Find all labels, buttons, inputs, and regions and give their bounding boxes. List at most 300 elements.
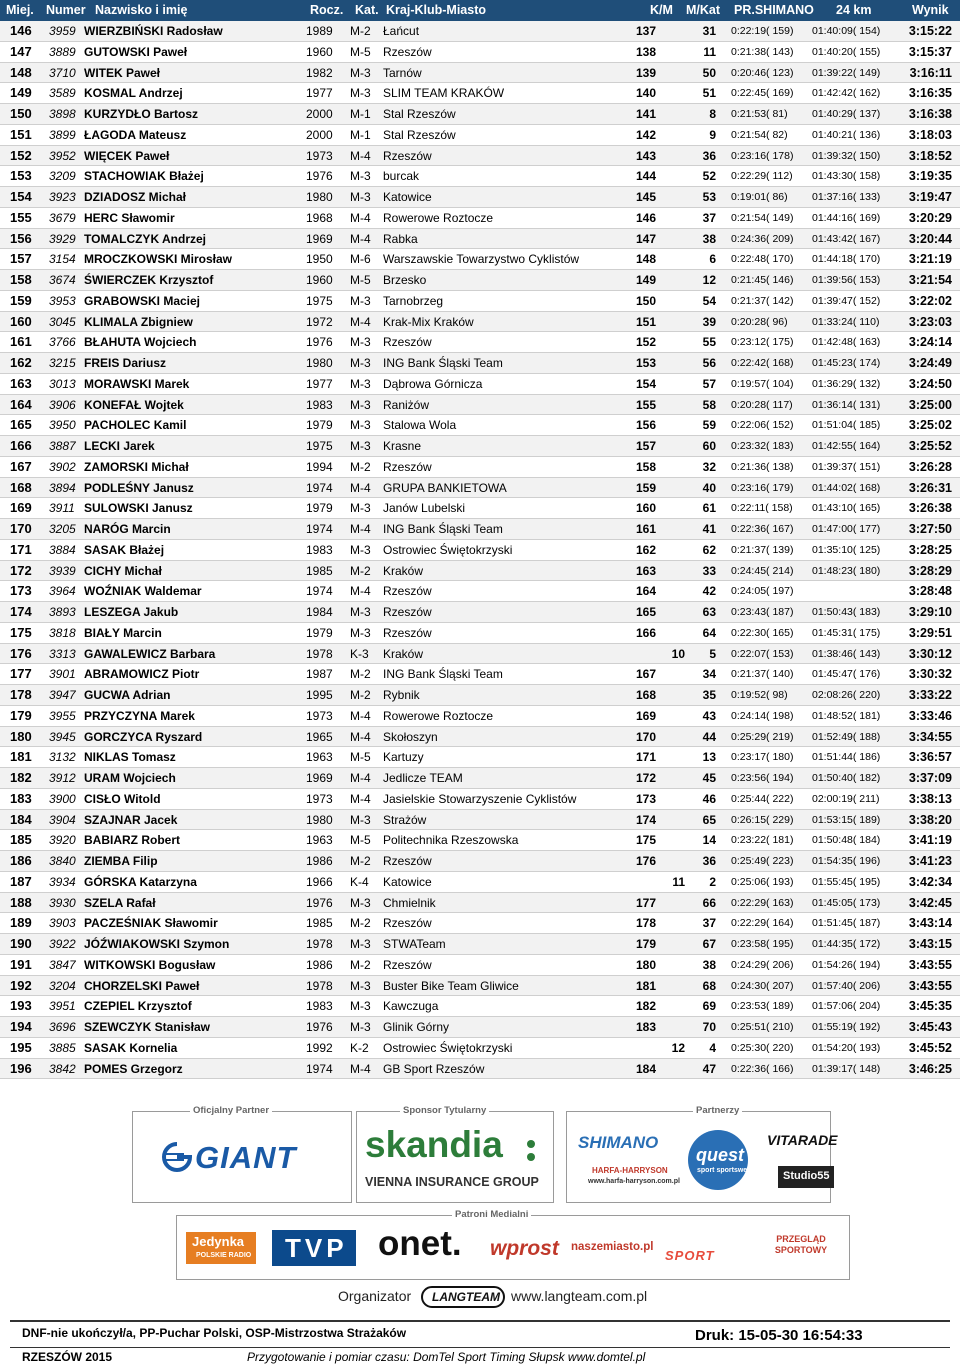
club-city-cell: Rzeszów: [383, 148, 432, 163]
organizer-label: Organizator: [338, 1288, 412, 1304]
table-row: [0, 727, 960, 748]
club-city-cell: Rowerowe Roztocze: [383, 708, 494, 723]
gender-place-cell: 151: [636, 314, 657, 329]
bib-number-cell: 3923: [49, 190, 76, 204]
rank-cell: 192: [10, 977, 32, 993]
bib-number-cell: 3903: [49, 916, 76, 931]
bib-number-cell: 3679: [49, 210, 76, 225]
shimano-split-cell: 0:25:30( 220): [731, 1041, 794, 1054]
split-24km-cell: 01:45:23( 174): [812, 357, 881, 369]
rank-cell: 189: [10, 915, 32, 931]
birth-year-cell: 1975: [306, 439, 333, 453]
col-numer: Numer: [46, 3, 86, 17]
athlete-name-cell: CICHY Michał: [84, 563, 162, 578]
athlete-name-cell: LECKI Jarek: [84, 439, 155, 453]
category-place-cell: 58: [702, 397, 716, 412]
rank-cell: 167: [10, 458, 32, 474]
club-city-cell: Chmielnik: [383, 895, 436, 910]
bib-number-cell: 3840: [49, 854, 76, 868]
split-24km-cell: 01:36:14( 131): [812, 398, 881, 411]
langteam-url: www.langteam.com.pl: [511, 1288, 648, 1304]
bib-number-cell: 3947: [49, 688, 76, 702]
table-row: [0, 602, 960, 623]
col-kat: Kat.: [355, 3, 379, 17]
category-place-cell: 64: [702, 625, 716, 640]
col-24km: 24 km: [836, 3, 872, 17]
table-row: [0, 581, 960, 602]
result-time-cell: 3:36:57: [908, 750, 952, 765]
result-time-cell: 3:37:09: [908, 771, 952, 785]
rank-cell: 169: [10, 500, 32, 516]
bib-number-cell: 3906: [49, 397, 76, 412]
split-24km-cell: 01:43:42( 167): [812, 232, 881, 245]
birth-year-cell: 1978: [306, 978, 333, 993]
club-city-cell: Rzeszów: [383, 625, 432, 640]
result-time-cell: 3:43:15: [908, 937, 952, 951]
shimano-split-cell: 0:23:32( 183): [731, 440, 794, 452]
split-24km-cell: 01:45:47( 176): [812, 668, 881, 681]
result-time-cell: 3:41:23: [908, 854, 952, 868]
shimano-split-cell: 0:26:15( 229): [731, 813, 794, 826]
result-time-cell: 3:43:14: [908, 916, 952, 931]
gender-place-cell: 159: [636, 480, 657, 495]
club-city-cell: Stal Rzeszów: [383, 107, 456, 121]
table-row: [0, 561, 960, 582]
category-place-cell: 37: [702, 210, 716, 225]
shimano-split-cell: 0:25:49( 223): [731, 855, 794, 867]
table-row: [0, 768, 960, 789]
table-row: [0, 291, 960, 312]
gender-place-cell: 174: [636, 812, 657, 827]
club-city-cell: ING Bank Śląski Team: [383, 356, 503, 370]
result-time-cell: 3:33:46: [908, 708, 952, 723]
birth-year-cell: 1989: [306, 24, 333, 38]
category-place-cell: 66: [702, 895, 716, 910]
rank-cell: 150: [10, 106, 32, 121]
category-place-cell: 9: [709, 127, 716, 142]
bib-number-cell: 3313: [49, 646, 76, 661]
shimano-split-cell: 0:24:05( 197): [731, 585, 794, 598]
club-city-cell: Glinik Górny: [383, 1020, 450, 1034]
gender-place-cell: 184: [636, 1061, 657, 1076]
shimano-split-cell: 0:24:14( 198): [731, 709, 794, 722]
bib-number-cell: 3955: [49, 708, 76, 723]
table-row: [0, 1059, 960, 1080]
birth-year-cell: 1969: [306, 771, 333, 785]
category-cell: M-3: [350, 1020, 371, 1034]
rank-cell: 160: [10, 313, 32, 329]
bib-number-cell: 3154: [49, 252, 76, 267]
category-cell: M-2: [350, 957, 371, 972]
shimano-split-cell: 0:22:36( 166): [731, 1062, 794, 1075]
birth-year-cell: 1992: [306, 1040, 333, 1055]
result-time-cell: 3:24:50: [908, 376, 952, 391]
bib-number-cell: 3900: [49, 791, 76, 806]
bib-number-cell: 3766: [49, 335, 76, 350]
gender-place-cell: 146: [636, 210, 657, 225]
category-place-cell: 39: [702, 314, 716, 329]
table-row: [0, 830, 960, 851]
category-cell: M-4: [350, 729, 371, 744]
athlete-name-cell: LESZEGA Jakub: [84, 605, 179, 619]
bib-number-cell: 3889: [49, 44, 76, 59]
table-row: [0, 996, 960, 1017]
club-city-cell: Politechnika Rzeszowska: [383, 833, 519, 848]
split-24km-cell: 01:42:48( 163): [812, 336, 881, 349]
gender-place-cell: 161: [636, 522, 657, 536]
category-place-cell: 11: [703, 44, 716, 59]
athlete-name-cell: GRABOWSKI Maciej: [84, 293, 201, 308]
footer-place: RZESZÓW 2015: [22, 1350, 113, 1364]
result-time-cell: 3:16:38: [908, 107, 952, 121]
birth-year-cell: 1977: [306, 376, 333, 391]
category-cell: M-3: [350, 999, 371, 1014]
club-city-cell: Brzesko: [383, 273, 427, 287]
category-cell: M-4: [350, 480, 371, 495]
rank-cell: 177: [10, 666, 32, 682]
category-cell: M-3: [350, 169, 371, 184]
split-24km-cell: 01:36:29( 132): [812, 377, 881, 390]
split-24km-cell: 01:57:40( 206): [812, 979, 881, 992]
club-city-cell: Tarnów: [383, 65, 422, 80]
result-time-cell: 3:19:47: [908, 190, 952, 204]
table-row: [0, 312, 960, 333]
bib-number-cell: 3902: [49, 459, 76, 474]
giant-logo: GIANT: [195, 1140, 297, 1175]
category-place-cell: 70: [702, 1020, 716, 1034]
birth-year-cell: 1963: [306, 750, 333, 765]
split-24km-cell: 01:54:26( 194): [812, 958, 881, 971]
bib-number-cell: 3696: [49, 1020, 76, 1034]
athlete-name-cell: CZEPIEL Krzysztof: [84, 999, 192, 1014]
birth-year-cell: 1986: [306, 957, 333, 972]
result-time-cell: 3:25:00: [908, 397, 952, 412]
split-24km-cell: 01:42:42( 162): [812, 87, 881, 100]
split-24km-cell: 01:39:22( 149): [812, 66, 881, 79]
category-place-cell: 36: [702, 148, 716, 163]
shimano-split-cell: 0:21:37( 140): [731, 668, 794, 681]
club-city-cell: Ostrowiec Świętokrzyski: [383, 1040, 513, 1055]
sport-logo: SPORT: [665, 1248, 715, 1263]
shimano-split-cell: 0:24:29( 206): [731, 958, 794, 971]
birth-year-cell: 1960: [306, 273, 333, 287]
rank-cell: 176: [10, 645, 32, 661]
gender-place-cell: 180: [636, 957, 657, 972]
rank-cell: 179: [10, 707, 32, 723]
category-place-cell: 13: [702, 750, 716, 765]
category-cell: M-3: [350, 65, 371, 80]
rank-cell: 166: [10, 438, 32, 453]
shimano-split-cell: 0:25:06( 193): [731, 875, 794, 888]
athlete-name-cell: BIAŁY Marcin: [84, 625, 162, 640]
birth-year-cell: 1968: [306, 210, 333, 225]
birth-year-cell: 1978: [306, 937, 333, 951]
table-row: [0, 270, 960, 291]
split-24km-cell: 01:55:19( 192): [812, 1021, 881, 1033]
table-row: [0, 146, 960, 167]
club-city-cell: Tarnobrzeg: [383, 293, 444, 308]
skandia-subtitle: VIENNA INSURANCE GROUP: [365, 1175, 539, 1189]
birth-year-cell: 1963: [306, 833, 333, 848]
club-city-cell: Buster Bike Team Gliwice: [383, 978, 519, 993]
athlete-name-cell: CHORZELSKI Paweł: [84, 978, 200, 993]
athlete-name-cell: SASAK Błażej: [84, 542, 165, 557]
gender-place-cell: 181: [636, 978, 657, 993]
split-24km-cell: 01:48:52( 181): [812, 709, 881, 722]
table-row: [0, 374, 960, 395]
split-24km-cell: 01:51:45( 187): [812, 917, 881, 930]
bib-number-cell: 3132: [49, 750, 76, 765]
gender-place-cell: 176: [636, 854, 657, 868]
bib-number-cell: 3934: [49, 874, 76, 889]
shimano-split-cell: 0:22:29( 164): [731, 917, 794, 930]
result-time-cell: 3:18:52: [908, 148, 952, 163]
gender-place-cell: 175: [636, 833, 657, 848]
athlete-name-cell: ZAMORSKI Michał: [84, 459, 189, 474]
rank-cell: 154: [10, 189, 32, 204]
shimano-split-cell: 0:24:36( 209): [731, 232, 794, 245]
rank-cell: 151: [10, 126, 32, 142]
gender-place-cell: 141: [636, 107, 657, 121]
table-row: [0, 1017, 960, 1038]
club-city-cell: GB Sport Rzeszów: [383, 1061, 485, 1076]
rank-cell: 170: [10, 521, 32, 536]
club-city-cell: Jedlicze TEAM: [383, 771, 463, 785]
skandia-dot2-icon: [527, 1153, 535, 1161]
category-place-cell: 69: [702, 999, 716, 1014]
result-time-cell: 3:15:22: [908, 24, 952, 38]
shimano-split-cell: 0:24:30( 207): [731, 979, 794, 992]
club-city-cell: Kraków: [383, 646, 424, 661]
athlete-name-cell: SZEWCZYK Stanisław: [84, 1020, 211, 1034]
birth-year-cell: 1976: [306, 169, 333, 184]
category-place-cell: 50: [702, 65, 716, 80]
footer-legend: DNF-nie ukończył/a, PP-Puchar Polski, OSP-Mistrzostwa Strażaków: [22, 1326, 407, 1340]
shimano-split-cell: 0:22:07( 153): [731, 647, 794, 660]
birth-year-cell: 1980: [306, 812, 333, 827]
bib-number-cell: 3901: [49, 667, 76, 682]
athlete-name-cell: SZAJNAR Jacek: [84, 812, 178, 827]
birth-year-cell: 1983: [306, 397, 333, 412]
footer-divider-top: [10, 1320, 950, 1322]
result-time-cell: 3:42:45: [908, 895, 952, 910]
result-time-cell: 3:34:55: [908, 729, 952, 744]
bib-number-cell: 3920: [49, 833, 76, 848]
table-row: [0, 125, 960, 146]
category-place-cell: 42: [702, 584, 716, 599]
gender-place-cell: 150: [636, 293, 657, 308]
birth-year-cell: 1980: [306, 190, 333, 204]
result-time-cell: 3:30:32: [908, 667, 952, 682]
shimano-split-cell: 0:22:30( 165): [731, 626, 794, 639]
bib-number-cell: 3589: [49, 86, 76, 101]
result-time-cell: 3:28:29: [908, 563, 952, 578]
bib-number-cell: 3929: [49, 231, 76, 246]
club-city-cell: Rzeszów: [383, 957, 432, 972]
athlete-name-cell: DZIADOSZ Michał: [84, 190, 187, 204]
club-city-cell: burcak: [383, 169, 420, 184]
athlete-name-cell: KONEFAŁ Wojtek: [84, 397, 184, 412]
rank-cell: 153: [10, 168, 32, 184]
onet-logo: onet.: [378, 1224, 462, 1263]
category-cell: M-5: [350, 273, 371, 287]
split-24km-cell: 01:52:49( 188): [812, 730, 881, 743]
langteam-logo: LANGTEAM: [432, 1290, 500, 1304]
result-time-cell: 3:26:38: [908, 501, 952, 516]
athlete-name-cell: WIERZBIŃSKI Radosław: [84, 24, 223, 38]
bib-number-cell: 3953: [49, 293, 76, 308]
split-24km-cell: 01:57:06( 204): [812, 1000, 881, 1013]
category-cell: M-2: [350, 916, 371, 931]
table-row: [0, 166, 960, 187]
category-cell: M-1: [350, 127, 371, 142]
birth-year-cell: 1979: [306, 501, 333, 516]
results-table-body: [0, 21, 960, 1079]
table-row: [0, 208, 960, 229]
shimano-split-cell: 0:25:44( 222): [731, 792, 794, 805]
gender-place-cell: 137: [636, 24, 657, 38]
table-row: [0, 457, 960, 478]
bib-number-cell: 3939: [49, 563, 76, 578]
bib-number-cell: 3945: [49, 729, 76, 744]
athlete-name-cell: ŚWIERCZEK Krzysztof: [84, 273, 214, 287]
split-24km-cell: 01:39:17( 148): [812, 1062, 881, 1075]
club-city-cell: Stal Rzeszów: [383, 127, 456, 142]
shimano-split-cell: 0:22:48( 170): [731, 253, 794, 266]
table-row: [0, 872, 960, 893]
gender-place-cell: 165: [636, 605, 657, 619]
result-time-cell: 3:29:51: [908, 625, 952, 640]
gender-place-cell: 139: [636, 65, 657, 80]
split-24km-cell: 01:44:18( 170): [812, 253, 881, 266]
col-wynik: Wynik: [912, 3, 949, 17]
rank-cell: 195: [10, 1039, 32, 1055]
category-place-cell: 4: [709, 1040, 716, 1055]
category-cell: M-3: [350, 397, 371, 412]
bib-number-cell: 3818: [49, 625, 76, 640]
rank-cell: 172: [10, 562, 32, 578]
birth-year-cell: 1974: [306, 480, 333, 495]
category-place-cell: 33: [702, 563, 716, 578]
birth-year-cell: 1969: [306, 231, 333, 246]
athlete-name-cell: WITKOWSKI Bogusław: [84, 957, 216, 972]
gender-place-cell: 157: [636, 439, 657, 453]
athlete-name-cell: JÓŹWIAKOWSKI Szymon: [84, 937, 230, 951]
rank-cell: 158: [10, 272, 32, 287]
club-city-cell: Ostrowiec Świętokrzyski: [383, 542, 513, 557]
shimano-logo: SHIMANO: [578, 1133, 659, 1152]
result-time-cell: 3:24:49: [908, 356, 952, 370]
category-cell: M-3: [350, 418, 371, 433]
category-cell: M-3: [350, 625, 371, 640]
birth-year-cell: 1994: [306, 459, 333, 474]
athlete-name-cell: HERC Sławomir: [84, 210, 175, 225]
athlete-name-cell: GAWALEWICZ Barbara: [84, 646, 216, 661]
vitarade-logo: VITARADE: [767, 1132, 838, 1148]
birth-year-cell: 1975: [306, 293, 333, 308]
athlete-name-cell: KLIMALA Zbigniew: [84, 314, 193, 329]
result-time-cell: 3:16:11: [909, 65, 952, 80]
athlete-name-cell: WOŹNIAK Waldemar: [84, 584, 202, 599]
shimano-split-cell: 0:23:22( 181): [731, 834, 794, 847]
athlete-name-cell: GÓRSKA Katarzyna: [84, 874, 197, 889]
club-city-cell: Rybnik: [383, 688, 420, 702]
category-place-cell: 67: [702, 937, 716, 951]
athlete-name-cell: SZELA Rafał: [84, 895, 156, 910]
category-place-cell: 53: [702, 190, 716, 204]
athlete-name-cell: KOSMAL Andrzej: [84, 86, 183, 101]
col-miej: Miej.: [6, 3, 34, 17]
rank-cell: 171: [10, 541, 32, 557]
birth-year-cell: 1966: [306, 874, 333, 889]
shimano-split-cell: 0:23:16( 179): [731, 481, 794, 494]
athlete-name-cell: FREIS Dariusz: [84, 356, 167, 370]
split-24km-cell: 01:44:35( 172): [812, 938, 881, 950]
category-place-cell: 14: [702, 833, 716, 848]
result-time-cell: 3:19:35: [908, 169, 952, 184]
gender-place-cell: 172: [636, 771, 657, 785]
birth-year-cell: 1976: [306, 335, 333, 350]
split-24km-cell: 01:37:16( 133): [812, 191, 881, 203]
category-cell: M-3: [350, 356, 371, 370]
table-row: [0, 436, 960, 457]
col-shimano: PR.SHIMANO: [734, 3, 814, 17]
result-time-cell: 3:43:55: [908, 957, 952, 972]
birth-year-cell: 1976: [306, 1020, 333, 1034]
gender-place-cell: 158: [636, 459, 657, 474]
result-time-cell: 3:22:02: [908, 293, 952, 308]
table-row: [0, 810, 960, 831]
rank-cell: 187: [10, 873, 32, 889]
category-cell: M-1: [350, 107, 371, 121]
shimano-split-cell: 0:24:45( 214): [731, 564, 794, 577]
birth-year-cell: 1984: [306, 605, 333, 619]
category-place-cell: 62: [702, 542, 716, 557]
category-place-cell: 57: [702, 376, 716, 391]
athlete-name-cell: ŁAGODA Mateusz: [84, 127, 187, 142]
bib-number-cell: 3950: [49, 418, 76, 433]
result-time-cell: 3:45:35: [908, 999, 952, 1014]
gender-place-cell: 166: [636, 625, 657, 640]
bib-number-cell: 3899: [49, 127, 76, 142]
quest-subtitle: sport sportswear: [697, 1167, 754, 1174]
rank-cell: 185: [10, 832, 32, 848]
split-24km-cell: 01:48:23( 180): [812, 564, 881, 577]
category-cell: M-5: [350, 833, 371, 848]
athlete-name-cell: GORCZYCA Ryszard: [84, 729, 203, 744]
footer-print-time: Druk: 15-05-30 16:54:33: [695, 1327, 863, 1344]
col-mkat: M/Kat: [686, 3, 721, 17]
rank-cell: 155: [10, 209, 32, 225]
club-city-cell: GRUPA BANKIETOWA: [383, 480, 507, 495]
category-cell: M-2: [350, 688, 371, 702]
bib-number-cell: 3951: [49, 999, 76, 1014]
category-place-cell: 55: [702, 335, 716, 350]
club-city-cell: Rzeszów: [383, 605, 432, 619]
birth-year-cell: 1986: [306, 854, 333, 868]
club-city-cell: Rzeszów: [383, 584, 432, 599]
club-city-cell: Rzeszów: [383, 44, 432, 59]
bib-number-cell: 3894: [49, 480, 76, 495]
category-cell: M-3: [350, 812, 371, 827]
athlete-name-cell: NARÓG Marcin: [84, 522, 171, 536]
rank-cell: 175: [10, 624, 32, 640]
result-time-cell: 3:24:14: [908, 335, 952, 350]
athlete-name-cell: TOMALCZYK Andrzej: [84, 231, 206, 246]
result-time-cell: 3:25:02: [908, 418, 952, 433]
category-place-cell: 52: [702, 169, 716, 184]
col-nazwisko: Nazwisko i imię: [95, 3, 188, 17]
